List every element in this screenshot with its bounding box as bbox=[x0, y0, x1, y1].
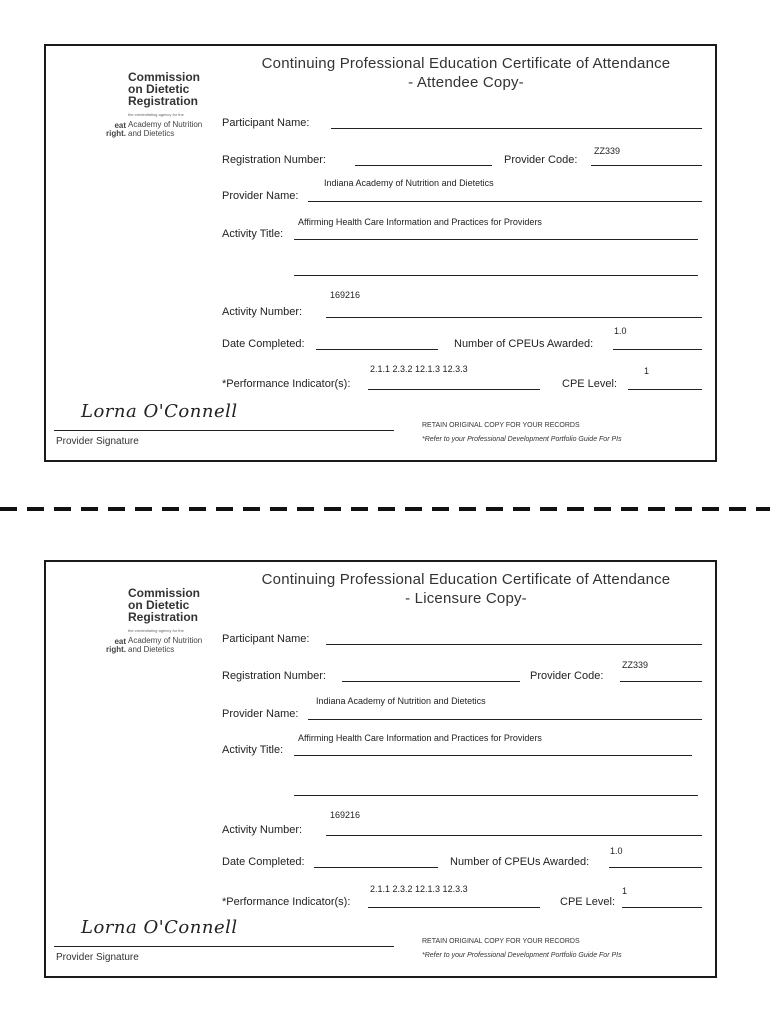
activity-title-label: Activity Title: bbox=[222, 744, 284, 756]
copy-type: - Attendee Copy- bbox=[408, 74, 524, 91]
copy-type: - Licensure Copy- bbox=[405, 590, 527, 607]
provider-name-row bbox=[222, 178, 702, 204]
cpeus-awarded-field[interactable] bbox=[609, 867, 702, 868]
activity-number-row bbox=[222, 810, 702, 838]
provider-name-field[interactable] bbox=[308, 201, 702, 202]
signature-label: Provider Signature bbox=[56, 952, 139, 963]
activity-title-line-2-row bbox=[222, 258, 698, 278]
cpeus-awarded-label: Number of CPEUs Awarded: bbox=[450, 856, 590, 868]
certificate-title-text: Continuing Professional Education Certificate of Attendance bbox=[261, 55, 671, 72]
provider-code-label: Provider Code: bbox=[504, 154, 578, 166]
participant-name-row bbox=[222, 111, 702, 131]
participant-name-field[interactable] bbox=[326, 644, 702, 645]
activity-title-field[interactable] bbox=[294, 755, 692, 756]
provider-name-label: Provider Name: bbox=[222, 708, 299, 720]
provider-name-label: Provider Name: bbox=[222, 190, 299, 202]
activity-title-value: Affirming Health Care Information and Practices for Providers bbox=[298, 217, 542, 227]
provider-name-row bbox=[222, 696, 702, 722]
logo-tagline: the credentialing agency for the bbox=[128, 628, 184, 633]
provider-code-field[interactable] bbox=[620, 681, 702, 682]
refer-note: *Refer to your Professional Development Portfolio Guide For PIs bbox=[422, 436, 622, 443]
certificate-title bbox=[221, 570, 711, 608]
participant-name-label: Participant Name: bbox=[222, 633, 310, 645]
provider-name-field[interactable] bbox=[308, 719, 702, 720]
date-completed-label: Date Completed: bbox=[222, 338, 305, 350]
provider-code-label: Provider Code: bbox=[530, 670, 604, 682]
logo-academy: Academy of Nutrition and Dietetics bbox=[128, 636, 203, 654]
cpeus-awarded-label: Number of CPEUs Awarded: bbox=[454, 338, 594, 350]
signature-line bbox=[54, 430, 394, 431]
participant-name-label: Participant Name: bbox=[222, 117, 310, 129]
activity-number-field[interactable] bbox=[326, 835, 702, 836]
cpeus-awarded-field[interactable] bbox=[613, 349, 702, 350]
signature-label: Provider Signature bbox=[56, 436, 139, 447]
logo-academy: Academy of Nutrition and Dietetics bbox=[128, 120, 203, 138]
cdr-logo bbox=[78, 587, 228, 697]
provider-code-value: ZZ339 bbox=[622, 660, 649, 670]
signature-line bbox=[54, 946, 394, 947]
performance-indicators-field[interactable] bbox=[368, 907, 540, 908]
activity-number-label: Activity Number: bbox=[222, 824, 303, 836]
activity-title-line-2[interactable] bbox=[294, 275, 698, 276]
registration-number-field[interactable] bbox=[342, 681, 520, 682]
participant-name-row bbox=[222, 627, 702, 647]
date-completed-label: Date Completed: bbox=[222, 856, 305, 868]
refer-note: *Refer to your Professional Development Portfolio Guide For PIs bbox=[422, 952, 622, 959]
performance-indicators-value: 2.1.1 2.3.2 12.1.3 12.3.3 bbox=[370, 364, 468, 374]
eat-right-logo: eat right. bbox=[106, 637, 126, 654]
eat-right-logo: eat right. bbox=[106, 121, 126, 138]
logo-org-name: Commission on Dietetic Registration bbox=[128, 586, 201, 624]
registration-number-label: Registration Number: bbox=[222, 154, 326, 166]
date-cpeu-row bbox=[222, 326, 702, 352]
performance-indicators-field[interactable] bbox=[368, 389, 540, 390]
certificate-title-text: Continuing Professional Education Certificate of Attendance bbox=[261, 571, 671, 588]
provider-name-value: Indiana Academy of Nutrition and Dietetics bbox=[324, 178, 494, 188]
certificate-title bbox=[221, 54, 711, 92]
registration-row bbox=[222, 148, 702, 168]
cpe-level-label: CPE Level: bbox=[560, 896, 616, 908]
activity-title-value: Affirming Health Care Information and Practices for Providers bbox=[298, 733, 542, 743]
cpeus-awarded-value: 1.0 bbox=[614, 326, 627, 336]
provider-signature: Lorna O'Connell bbox=[81, 401, 238, 422]
performance-indicators-label: *Performance Indicator(s): bbox=[222, 378, 351, 390]
performance-indicators-value: 2.1.1 2.3.2 12.1.3 12.3.3 bbox=[370, 884, 468, 894]
performance-indicators-label: *Performance Indicator(s): bbox=[222, 896, 351, 908]
cpe-level-value: 1 bbox=[622, 886, 628, 896]
retain-note: RETAIN ORIGINAL COPY FOR YOUR RECORDS bbox=[422, 422, 580, 429]
cpe-level-field[interactable] bbox=[622, 907, 702, 908]
activity-title-line-2[interactable] bbox=[294, 795, 698, 796]
cpe-level-field[interactable] bbox=[628, 389, 702, 390]
activity-number-label: Activity Number: bbox=[222, 306, 303, 318]
date-completed-field[interactable] bbox=[316, 349, 438, 350]
provider-name-value: Indiana Academy of Nutrition and Dietetics bbox=[316, 696, 486, 706]
registration-number-label: Registration Number: bbox=[222, 670, 326, 682]
provider-signature: Lorna O'Connell bbox=[81, 917, 238, 938]
attendee-certificate bbox=[44, 44, 717, 462]
activity-title-label: Activity Title: bbox=[222, 228, 284, 240]
activity-number-field[interactable] bbox=[326, 317, 702, 318]
activity-title-field[interactable] bbox=[294, 239, 698, 240]
activity-number-value: 169216 bbox=[330, 810, 361, 820]
activity-title-row bbox=[222, 733, 692, 758]
cut-line bbox=[0, 507, 770, 511]
provider-code-value: ZZ339 bbox=[594, 146, 621, 156]
provider-code-field[interactable] bbox=[591, 165, 702, 166]
date-cpeu-row bbox=[222, 846, 702, 870]
participant-name-field[interactable] bbox=[331, 128, 702, 129]
retain-note: RETAIN ORIGINAL COPY FOR YOUR RECORDS bbox=[422, 938, 580, 945]
performance-row bbox=[222, 364, 702, 392]
registration-number-field[interactable] bbox=[355, 165, 492, 166]
cpeus-awarded-value: 1.0 bbox=[610, 846, 623, 856]
activity-number-row bbox=[222, 290, 702, 320]
cpe-level-label: CPE Level: bbox=[562, 378, 618, 390]
activity-title-line-2-row bbox=[222, 778, 698, 798]
logo-tagline: the credentialing agency for the bbox=[128, 112, 184, 117]
activity-title-row bbox=[222, 217, 698, 242]
activity-number-value: 169216 bbox=[330, 290, 361, 300]
cpe-level-value: 1 bbox=[644, 366, 650, 376]
performance-row bbox=[222, 884, 702, 910]
registration-row bbox=[222, 660, 702, 684]
date-completed-field[interactable] bbox=[314, 867, 438, 868]
licensure-certificate bbox=[44, 560, 717, 978]
logo-org-name: Commission on Dietetic Registration bbox=[128, 70, 201, 108]
cdr-logo bbox=[78, 71, 228, 181]
